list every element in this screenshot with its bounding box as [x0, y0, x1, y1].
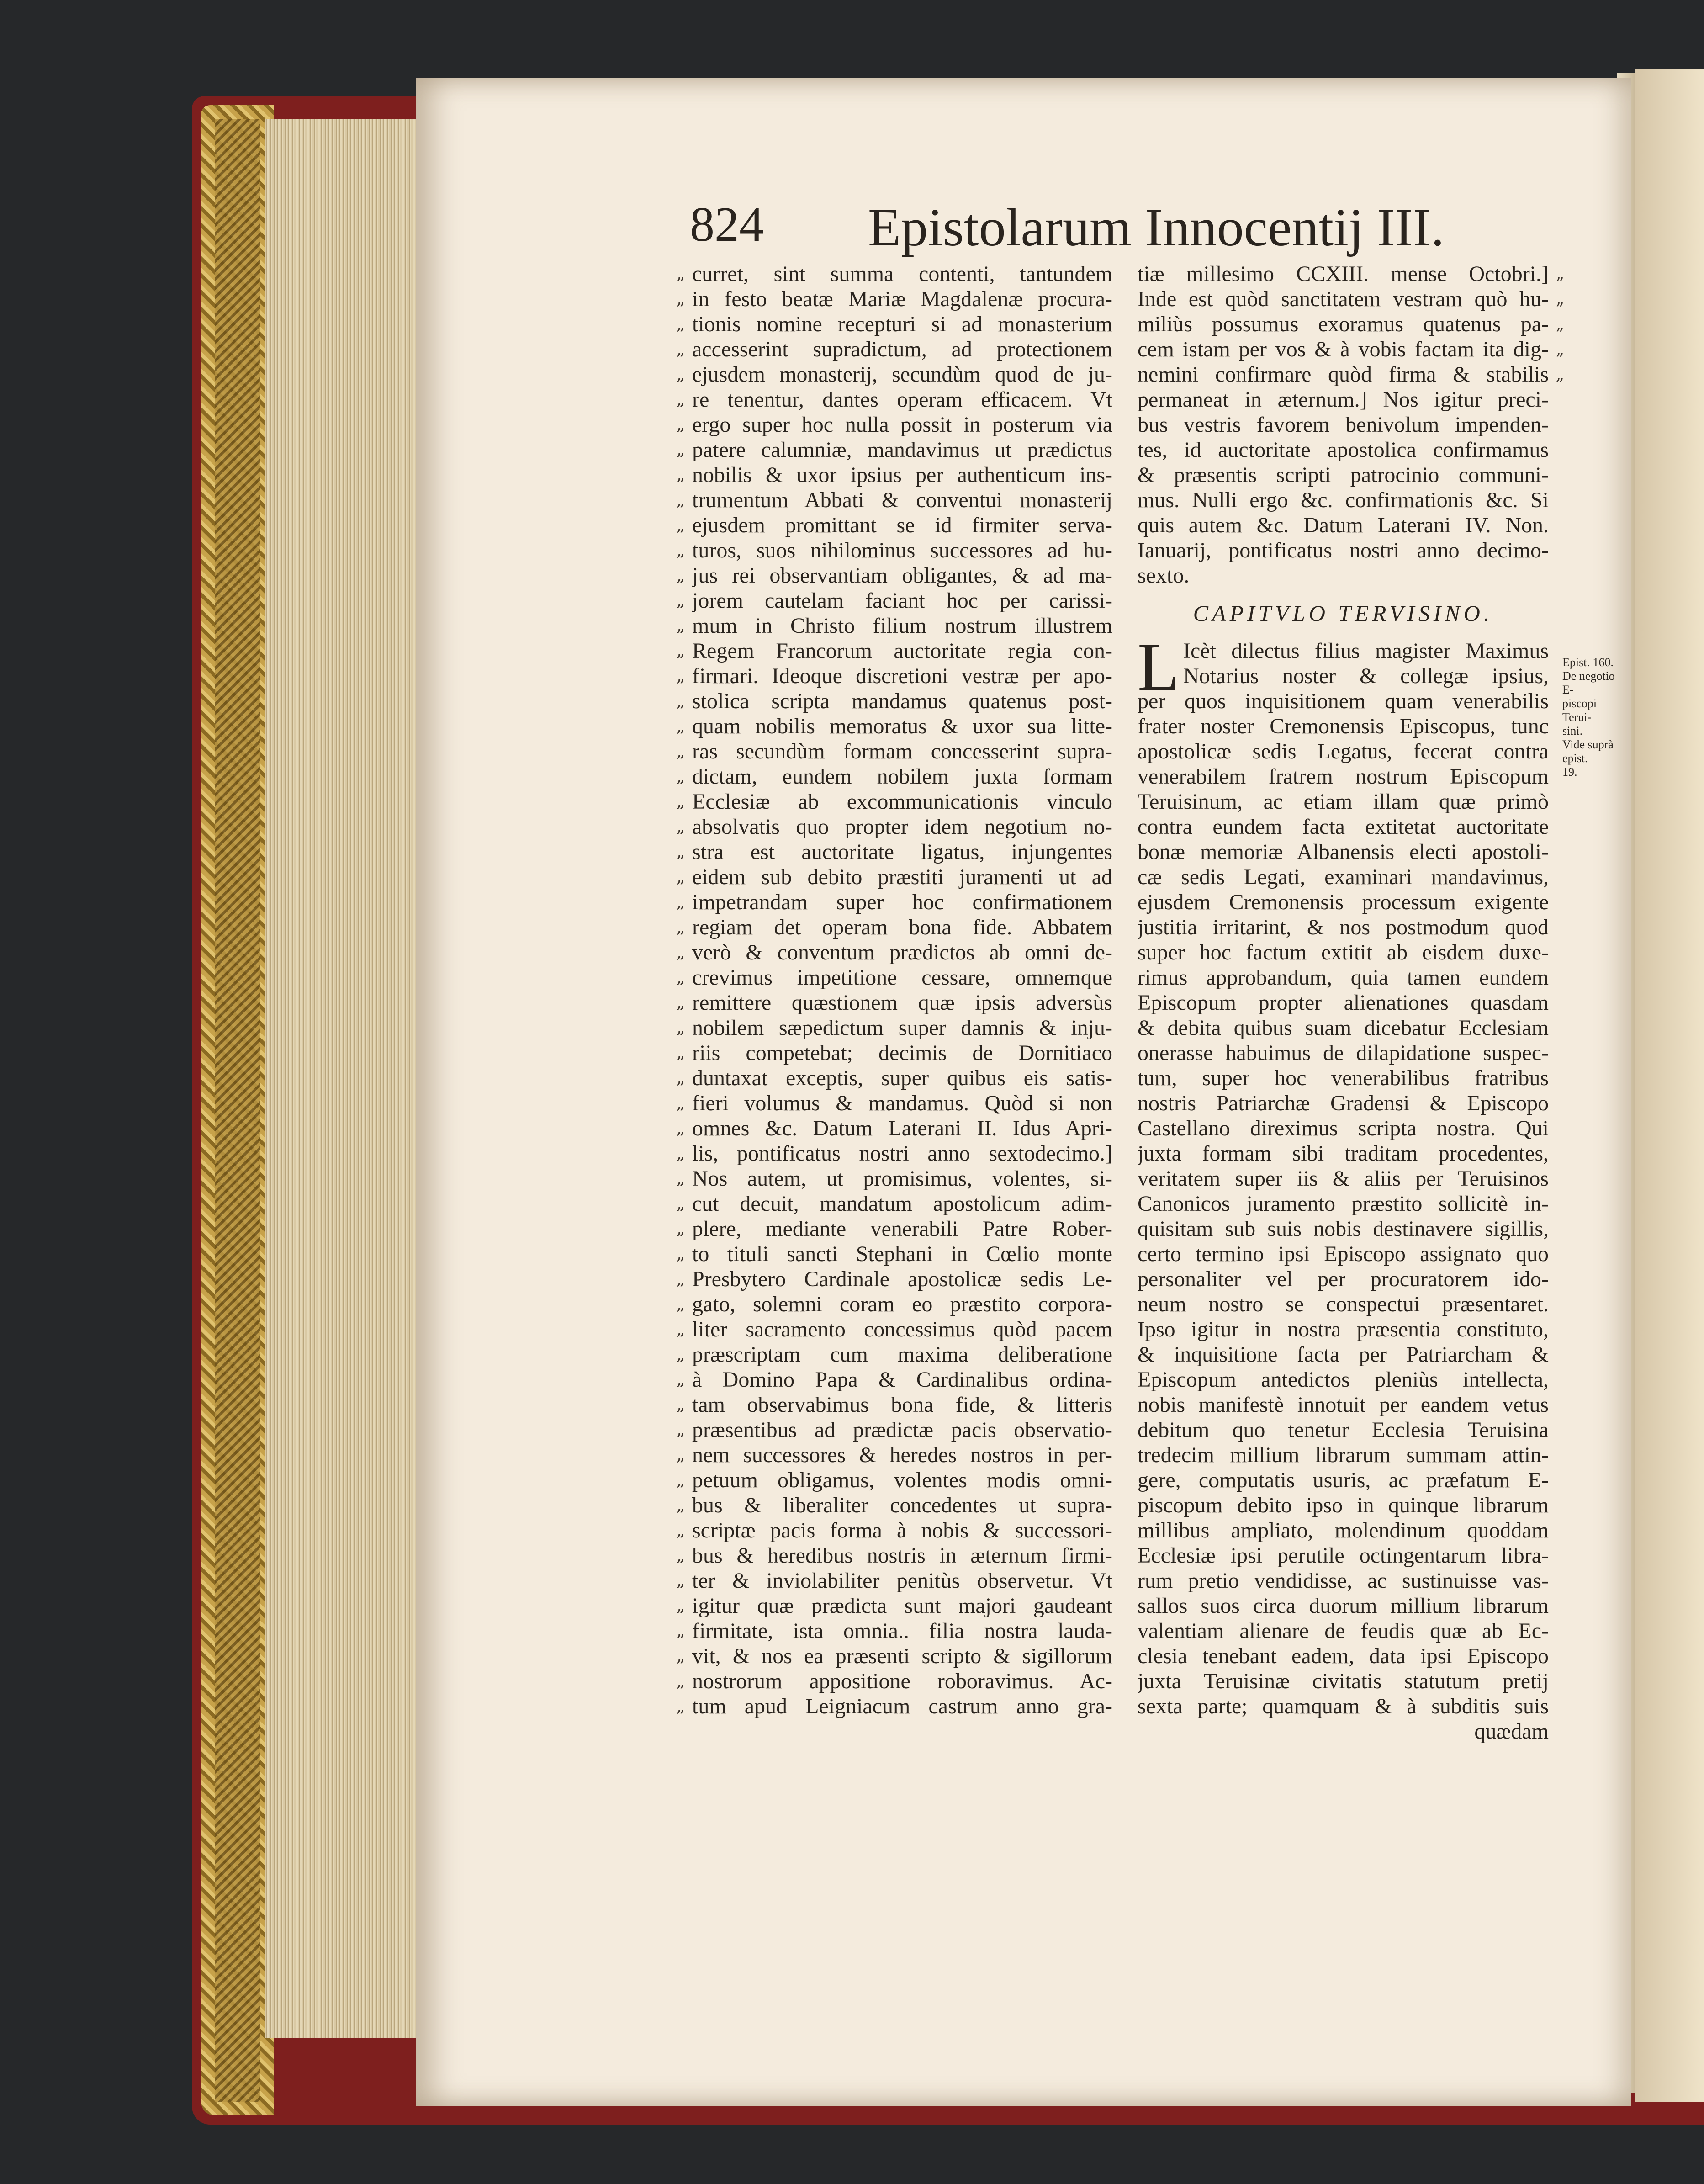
- margin-note: [1562, 656, 1626, 779]
- margin-note-line: Vide suprà epist.: [1562, 738, 1614, 765]
- quotation-mark: „: [676, 440, 685, 459]
- quotation-marks-right: [1551, 261, 1569, 387]
- text-line: Ecclesiæ ab excommunicationis vinculo: [692, 790, 1112, 814]
- text-line: super hoc factum extitit ab eisdem duxe-: [1138, 940, 1549, 965]
- text-line: Episcopum propter alienationes quasdam: [1138, 991, 1549, 1015]
- quotation-mark: „: [676, 968, 685, 987]
- margin-note-line: piscopi Terui-: [1562, 697, 1597, 724]
- quotation-mark: „: [676, 817, 685, 836]
- letter-body: [1138, 629, 1549, 1719]
- text-line: re tenentur, dantes operam efficacem. Vt: [692, 387, 1112, 412]
- text-line: Presbytero Cardinale apostolicæ sedis Le-: [692, 1267, 1112, 1291]
- text-line: Inde est quòd sanctitatem vestram quò hu-: [1138, 287, 1549, 311]
- quotation-mark: „: [676, 767, 685, 786]
- quotation-mark: „: [676, 943, 685, 962]
- text-line: Castellano direximus scripta nostra. Qui: [1138, 1116, 1549, 1140]
- text-line: turos, suos nihilominus successores ad hu-: [692, 538, 1112, 562]
- quotation-mark: „: [676, 1421, 685, 1439]
- text-line: sexto.: [1138, 563, 1190, 588]
- text-line: millibus ampliato, molendinum quoddam: [1138, 1518, 1549, 1543]
- quotation-mark: „: [676, 641, 685, 660]
- text-line: stolica scripta mandamus quatenus post-: [692, 689, 1112, 713]
- text-line: tionis nomine recepturi si ad monasterium: [692, 312, 1112, 336]
- quotation-mark: „: [676, 265, 685, 283]
- text-line: miliùs possumus exoramus quatenus pa-: [1138, 312, 1549, 336]
- quotation-mark: „: [676, 315, 685, 334]
- text-line: apostolicæ sedis Legatus, fecerat contra: [1138, 739, 1549, 763]
- quotation-mark: „: [1556, 290, 1565, 308]
- text-line: dictam, eundem nobilem juxta formam: [692, 764, 1112, 789]
- text-line: ter & inviolabiliter penitùs observetur. Vt: [692, 1569, 1112, 1593]
- text-line: Notarius noster & collegæ ipsius,: [1183, 664, 1549, 688]
- quotation-mark: „: [676, 1245, 685, 1263]
- text-line: igitur quæ prædicta sunt majori gaudeant: [692, 1594, 1112, 1618]
- quotation-mark: „: [676, 1370, 685, 1389]
- text-line: plere, mediante venerabili Patre Rober-: [692, 1217, 1112, 1241]
- margin-note-line: sini.: [1562, 724, 1583, 737]
- text-line: permaneat in æternum.] Nos igitur preci-: [1138, 387, 1549, 412]
- quotation-mark: „: [676, 792, 685, 811]
- quotation-mark: „: [1556, 265, 1565, 283]
- text-line: debitum quo tenetur Ecclesia Teruisina: [1138, 1418, 1549, 1442]
- quotation-mark: „: [676, 993, 685, 1012]
- text-line: trumentum Abbati & conventui monasterij: [692, 488, 1112, 512]
- left-text-column: [692, 261, 1112, 1719]
- text-line: onerasse habuimus de dilapidatione suspec-: [1138, 1041, 1549, 1065]
- text-line: bonæ memoriæ Albanensis electi apostoli-: [1138, 840, 1549, 864]
- text-line: Ipso igitur in nostra præsentia constituto,: [1138, 1317, 1549, 1341]
- text-line: duntaxat exceptis, super quibus eis satis-: [692, 1066, 1112, 1090]
- text-line: nostris Patriarchæ Gradensi & Episcopo: [1138, 1091, 1549, 1115]
- quotation-mark: „: [676, 390, 685, 409]
- text-line: ejusdem promittant se id firmiter serva-: [692, 513, 1112, 537]
- margin-note-line: Epist. 160.: [1562, 656, 1614, 669]
- text-line: ejusdem monasterij, secundùm quod de ju-: [692, 362, 1112, 387]
- text-line: rimus approbandum, quia tamen eundem: [1138, 965, 1549, 990]
- text-line: omnes &c. Datum Laterani II. Idus Apri-: [692, 1116, 1112, 1140]
- quotation-mark: „: [676, 1596, 685, 1615]
- quotation-mark: „: [676, 1295, 685, 1314]
- text-line: quis autem &c. Datum Laterani IV. Non.: [1138, 513, 1549, 537]
- text-line: venerabilem fratrem nostrum Episcopum: [1138, 764, 1549, 789]
- quotation-mark: „: [676, 1270, 685, 1288]
- text-line: firmari. Ideoque discretioni vestræ per apo-: [692, 664, 1112, 688]
- text-line: gato, solemni coram eo præstito corpora-: [692, 1292, 1112, 1316]
- text-line: tam observabimus bona fide, & litteris: [692, 1393, 1112, 1417]
- text-line: Ianuarij, pontificatus nostri anno decimo-: [1138, 538, 1549, 562]
- text-line: verò & conventum prædictos ab omni de-: [692, 940, 1112, 965]
- quotation-mark: „: [676, 591, 685, 610]
- text-line: piscopum debito ipso in quinque librarum: [1138, 1493, 1549, 1517]
- text-line: liter sacramento concessimus quòd pacem: [692, 1317, 1112, 1341]
- quotation-mark: „: [676, 692, 685, 710]
- text-line: fieri volumus & mandamus. Quòd si non: [692, 1091, 1112, 1115]
- text-line: jorem cautelam faciant hoc per carissi-: [692, 588, 1112, 613]
- quotation-mark: „: [676, 1094, 685, 1113]
- quotation-mark: „: [676, 1069, 685, 1087]
- text-line: nemini confirmare quòd firma & stabilis: [1138, 362, 1549, 387]
- quotation-mark: „: [676, 365, 685, 384]
- quotation-mark: „: [676, 1571, 685, 1590]
- right-column-continuation: [1138, 261, 1549, 588]
- facing-page-edge: [1635, 69, 1704, 2102]
- text-line: tredecim millium librarum summam attin-: [1138, 1443, 1549, 1467]
- quotation-mark: „: [676, 1194, 685, 1213]
- text-line: quam nobilis memoratus & uxor sua litte-: [692, 714, 1112, 738]
- quotation-mark: „: [676, 1018, 685, 1037]
- text-line: absolvatis quo propter idem negotium no-: [692, 815, 1112, 839]
- text-line: & debita quibus suam dicebatur Ecclesiam: [1138, 1016, 1549, 1040]
- text-line: mum in Christo filium nostrum illustrem: [692, 614, 1112, 638]
- quotation-mark: „: [676, 1169, 685, 1188]
- quotation-mark: „: [676, 843, 685, 861]
- quotation-mark: „: [676, 1546, 685, 1565]
- text-line: clesia tenebant eadem, data ipsi Episcopo: [1138, 1644, 1549, 1668]
- text-line: tiæ millesimo CCXIII. mense Octobri.]: [1138, 262, 1549, 286]
- text-line: cut decuit, mandatum apostolicum adim-: [692, 1192, 1112, 1216]
- quotation-mark: „: [676, 1521, 685, 1540]
- text-line: justitia irritarint, & nos postmodum quod: [1138, 915, 1549, 939]
- text-line: Ecclesiæ ipsi perutile octingentarum libra-: [1138, 1543, 1549, 1568]
- right-text-column: [1138, 261, 1549, 1744]
- running-title: Epistolarum Innocentij III.: [868, 197, 1445, 257]
- quotation-mark: „: [676, 466, 685, 484]
- quotation-mark: „: [676, 1496, 685, 1515]
- quotation-mark: „: [676, 1446, 685, 1464]
- text-line: vit, & nos ea præsenti scripto & sigillorum: [692, 1644, 1112, 1668]
- quotation-mark: „: [676, 742, 685, 761]
- text-line: per quos inquisitionem quam venerabilis: [1138, 689, 1549, 713]
- text-line: in festo beatæ Mariæ Magdalenæ procura-: [692, 287, 1112, 311]
- gilt-tooled-border-inner: [215, 119, 260, 2102]
- text-line: nobis manifestè innotuit per eandem vetus: [1138, 1393, 1549, 1417]
- text-line: to tituli sancti Stephani in Cœlio monte: [692, 1242, 1112, 1266]
- text-line: Nos autem, ut promisimus, volentes, si-: [692, 1166, 1112, 1191]
- quotation-mark: „: [1556, 365, 1565, 384]
- text-line: neum nostro se conspectui præsentaret.: [1138, 1292, 1549, 1316]
- text-line: nostrorum appositione roboravimus. Ac-: [692, 1669, 1112, 1693]
- text-line: lis, pontificatus nostri anno sextodecimo.]: [692, 1141, 1112, 1166]
- text-line: curret, sint summa contenti, tantundem: [692, 262, 1112, 286]
- quotation-mark: „: [1556, 340, 1565, 359]
- quotation-mark: „: [676, 415, 685, 434]
- text-line: tum, super hoc venerabilibus fratribus: [1138, 1066, 1549, 1090]
- quotation-mark: „: [676, 1320, 685, 1339]
- text-line: nobilem sæpedictum super damnis & inju-: [692, 1016, 1112, 1040]
- text-line: juxta formam sibi traditam procedentes,: [1138, 1141, 1549, 1166]
- text-line: rum pretio vendidisse, ac sustinuisse vas-: [1138, 1569, 1549, 1593]
- text-line: personaliter vel per procuratorem ido-: [1138, 1267, 1549, 1291]
- text-line: riis competebat; decimis de Dornitiaco: [692, 1041, 1112, 1065]
- catchword: quædam: [1474, 1719, 1549, 1744]
- text-line: valentiam alienare de feudis quæ ab Ec-: [1138, 1619, 1549, 1643]
- text-line: impetrandam super hoc confirmationem: [692, 890, 1112, 914]
- quotation-mark: „: [676, 1697, 685, 1716]
- quotation-mark: „: [676, 667, 685, 685]
- text-line: sexta parte; quamquam & à subditis suis: [1138, 1694, 1549, 1718]
- text-line: eidem sub debito præstiti juramenti ut ad: [692, 865, 1112, 889]
- text-line: ras secundùm formam concesserint supra-: [692, 739, 1112, 763]
- text-line: accesserint supradictum, ad protectionem: [692, 337, 1112, 361]
- page-header: [690, 196, 1453, 260]
- quotation-mark: „: [676, 1647, 685, 1665]
- quotation-mark: „: [676, 1672, 685, 1691]
- text-line: petuum obligamus, volentes modis omni-: [692, 1468, 1112, 1492]
- quotation-mark: „: [676, 541, 685, 560]
- text-line: nobilis & uxor ipsius per authenticum ins-: [692, 463, 1112, 487]
- text-line: & inquisitione facta per Patriarcham &: [1138, 1342, 1549, 1367]
- text-line: stra est auctoritate ligatus, injungentes: [692, 840, 1112, 864]
- quotation-mark: „: [676, 566, 685, 585]
- text-line: sallos suos circa duorum millium librarum: [1138, 1594, 1549, 1618]
- page-block-edge: [265, 119, 420, 2038]
- page-number: 824: [690, 197, 764, 252]
- quotation-mark: „: [676, 516, 685, 535]
- text-line: contra eundem facta extitetat auctoritate: [1138, 815, 1549, 839]
- text-line: tum apud Leigniacum castrum anno gra-: [692, 1694, 1112, 1718]
- drop-cap: L: [1138, 629, 1180, 705]
- text-line: & præsentis scripti patrocinio communi-: [1138, 463, 1549, 487]
- text-line: à Domino Papa & Cardinalibus ordina-: [692, 1368, 1112, 1392]
- text-line: mus. Nulli ergo &c. confirmationis &c. Si: [1138, 488, 1549, 512]
- quotation-mark: „: [676, 1622, 685, 1640]
- text-line: bus vestris favorem benivolum impenden-: [1138, 413, 1549, 437]
- text-line: Icèt dilectus filius magister Maximus: [1183, 639, 1549, 663]
- text-line: juxta Teruisinæ civitatis statutum pretij: [1138, 1669, 1549, 1693]
- quotation-mark: „: [676, 491, 685, 509]
- quotation-mark: „: [676, 717, 685, 736]
- quotation-mark: „: [676, 340, 685, 359]
- quotation-mark: „: [676, 1044, 685, 1062]
- chapter-heading: CAPITVLO TERVISINO.: [1193, 600, 1493, 626]
- quotation-mark: „: [676, 1345, 685, 1364]
- text-line: veritatem super iis & aliis per Teruisinos: [1138, 1166, 1549, 1191]
- text-line: patere calumniæ, mandavimus ut prædictus: [692, 438, 1112, 462]
- text-line: præscriptam cum maxima deliberatione: [692, 1342, 1112, 1367]
- quotation-mark: „: [676, 1395, 685, 1414]
- text-line: ergo super hoc nulla possit in posterum via: [692, 413, 1112, 437]
- text-line: Canonicos juramento præstito sollicitè in-: [1138, 1192, 1549, 1216]
- text-line: certo termino ipsi Episcopo assignato quo: [1138, 1242, 1549, 1266]
- quotation-mark: „: [676, 918, 685, 937]
- text-line: crevimus impetitione cessare, omnemque: [692, 965, 1112, 990]
- text-line: regiam det operam bona fide. Abbatem: [692, 915, 1112, 939]
- margin-note-line: De negotio E-: [1562, 669, 1615, 696]
- text-line: cem istam per vos & à vobis factam ita dig-: [1138, 337, 1549, 361]
- quotation-marks-left: [672, 261, 690, 1719]
- quotation-mark: „: [676, 893, 685, 912]
- text-line: jus rei observantiam obligantes, & ad ma-: [692, 563, 1112, 588]
- text-line: remittere quæstionem quæ ipsis adversùs: [692, 991, 1112, 1015]
- text-line: frater noster Cremonensis Episcopus, tunc: [1138, 714, 1549, 738]
- text-line: quisitam sub suis nobis destinavere sigillis,: [1138, 1217, 1549, 1241]
- text-line: gere, computatis usuris, ac præfatum E-: [1138, 1468, 1549, 1492]
- text-line: scriptæ pacis forma à nobis & successori-: [692, 1518, 1112, 1543]
- quotation-mark: „: [676, 1219, 685, 1238]
- quotation-mark: „: [676, 1119, 685, 1138]
- quotation-mark: „: [676, 616, 685, 635]
- text-line: Regem Francorum auctoritate regia con-: [692, 639, 1112, 663]
- text-line: bus & liberaliter concedentes ut supra-: [692, 1493, 1112, 1517]
- text-line: tes, id auctoritate apostolica confirmamus: [1138, 438, 1549, 462]
- text-line: bus & heredibus nostris in æternum firmi-: [692, 1543, 1112, 1568]
- quotation-mark: „: [676, 1471, 685, 1490]
- text-line: nem successores & heredes nostros in per-: [692, 1443, 1112, 1467]
- text-line: Episcopum antedictos pleniùs intellecta,: [1138, 1368, 1549, 1392]
- margin-note-line: 19.: [1562, 765, 1577, 779]
- text-line: præsentibus ad prædictæ pacis observatio-: [692, 1418, 1112, 1442]
- text-line: cæ sedis Legati, examinari mandavimus,: [1138, 865, 1549, 889]
- text-line: firmitate, ista omnia.. filia nostra lauda-: [692, 1619, 1112, 1643]
- text-line: ejusdem Cremonensis processum exigente: [1138, 890, 1549, 914]
- quotation-mark: „: [676, 290, 685, 308]
- quotation-mark: „: [676, 868, 685, 886]
- text-line: Teruisinum, ac etiam illam quæ primò: [1138, 790, 1549, 814]
- quotation-mark: „: [676, 1144, 685, 1163]
- quotation-mark: „: [1556, 315, 1565, 334]
